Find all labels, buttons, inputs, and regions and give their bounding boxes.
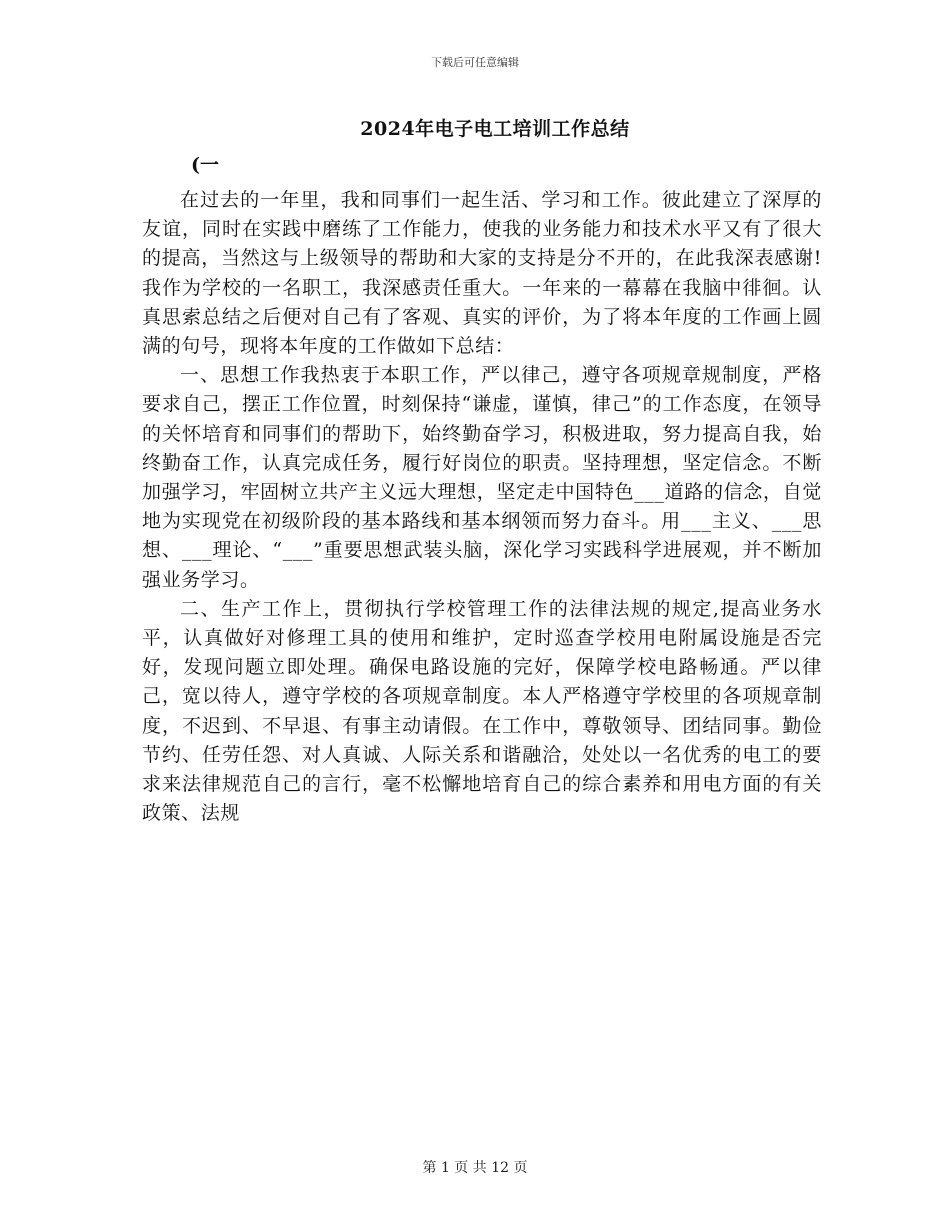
paragraph-intro: 在过去的一年里，我和同事们一起生活、学习和工作。彼此建立了深厚的友谊，同时在实践中磨练了工作能力，使我的业务能力和技术水平又有了很大的提高，当然这与上级领导的帮助和大家的支持是分不开的，在此我深表感谢!我作为学校的一名职工，我深感责任重大。一年来的一幕幕在我脑中徘徊。认真思索总结之后便对自己有了客观、真实的评价，为了将本年度的工作画上圆满的句号，现将本年度的工作做如下总结： xyxy=(142,189,822,358)
paragraph-section-1: 一、思想工作我热衷于本职工作，严以律己，遵守各项规章规制度，严格要求自己，摆正工作位置，时刻保持“谦虚，谨慎，律己”的工作态度，在领导的关怀培育和同事们的帮助下，始终勤奋学习，积极进取，努力提高自我，始终勤奋工作，认真完成任务，履行好岗位的职责。坚持理想，坚定信念。不断加强学习，牢固树立共产主义远大理想，坚定走中国特色___道路的信念，自觉地为实现党在初级阶段的基本路线和基本纲领而努力奋斗。用___主义、___思想、___理论、“___”重要思想武装头脑，深化学习实践科学进展观，并不断加强业务学习。 xyxy=(142,364,822,591)
paragraph-section-2: 二、生产工作上，贯彻执行学校管理工作的法律法规的规定,提高业务水平，认真做好对修理工具的使用和维护，定时巡查学校用电附属设施是否完好，发现问题立即处理。确保电路设施的完好，保障学校电路畅通。严以律己，宽以待人，遵守学校的各项规章制度。本人严格遵守学校里的各项规章制度，不迟到、不早退、有事主动请假。在工作中，尊敬领导、团结同事。勤俭节约、任劳任怨、对人真诚、人际关系和谐融洽，处处以一名优秀的电工的要求来法律规范自己的言行，毫不松懈地培育自己的综合素养和用电方面的有关政策、法规 xyxy=(142,597,822,825)
header-note: 下载后可任意编辑 xyxy=(431,56,519,69)
document-title: 2024年电子电工培训工作总结 xyxy=(360,118,630,140)
page-number: 第 1 页 共 12 页 xyxy=(422,1160,528,1176)
document-body xyxy=(142,186,822,828)
document-subtitle: (一 xyxy=(191,154,219,176)
